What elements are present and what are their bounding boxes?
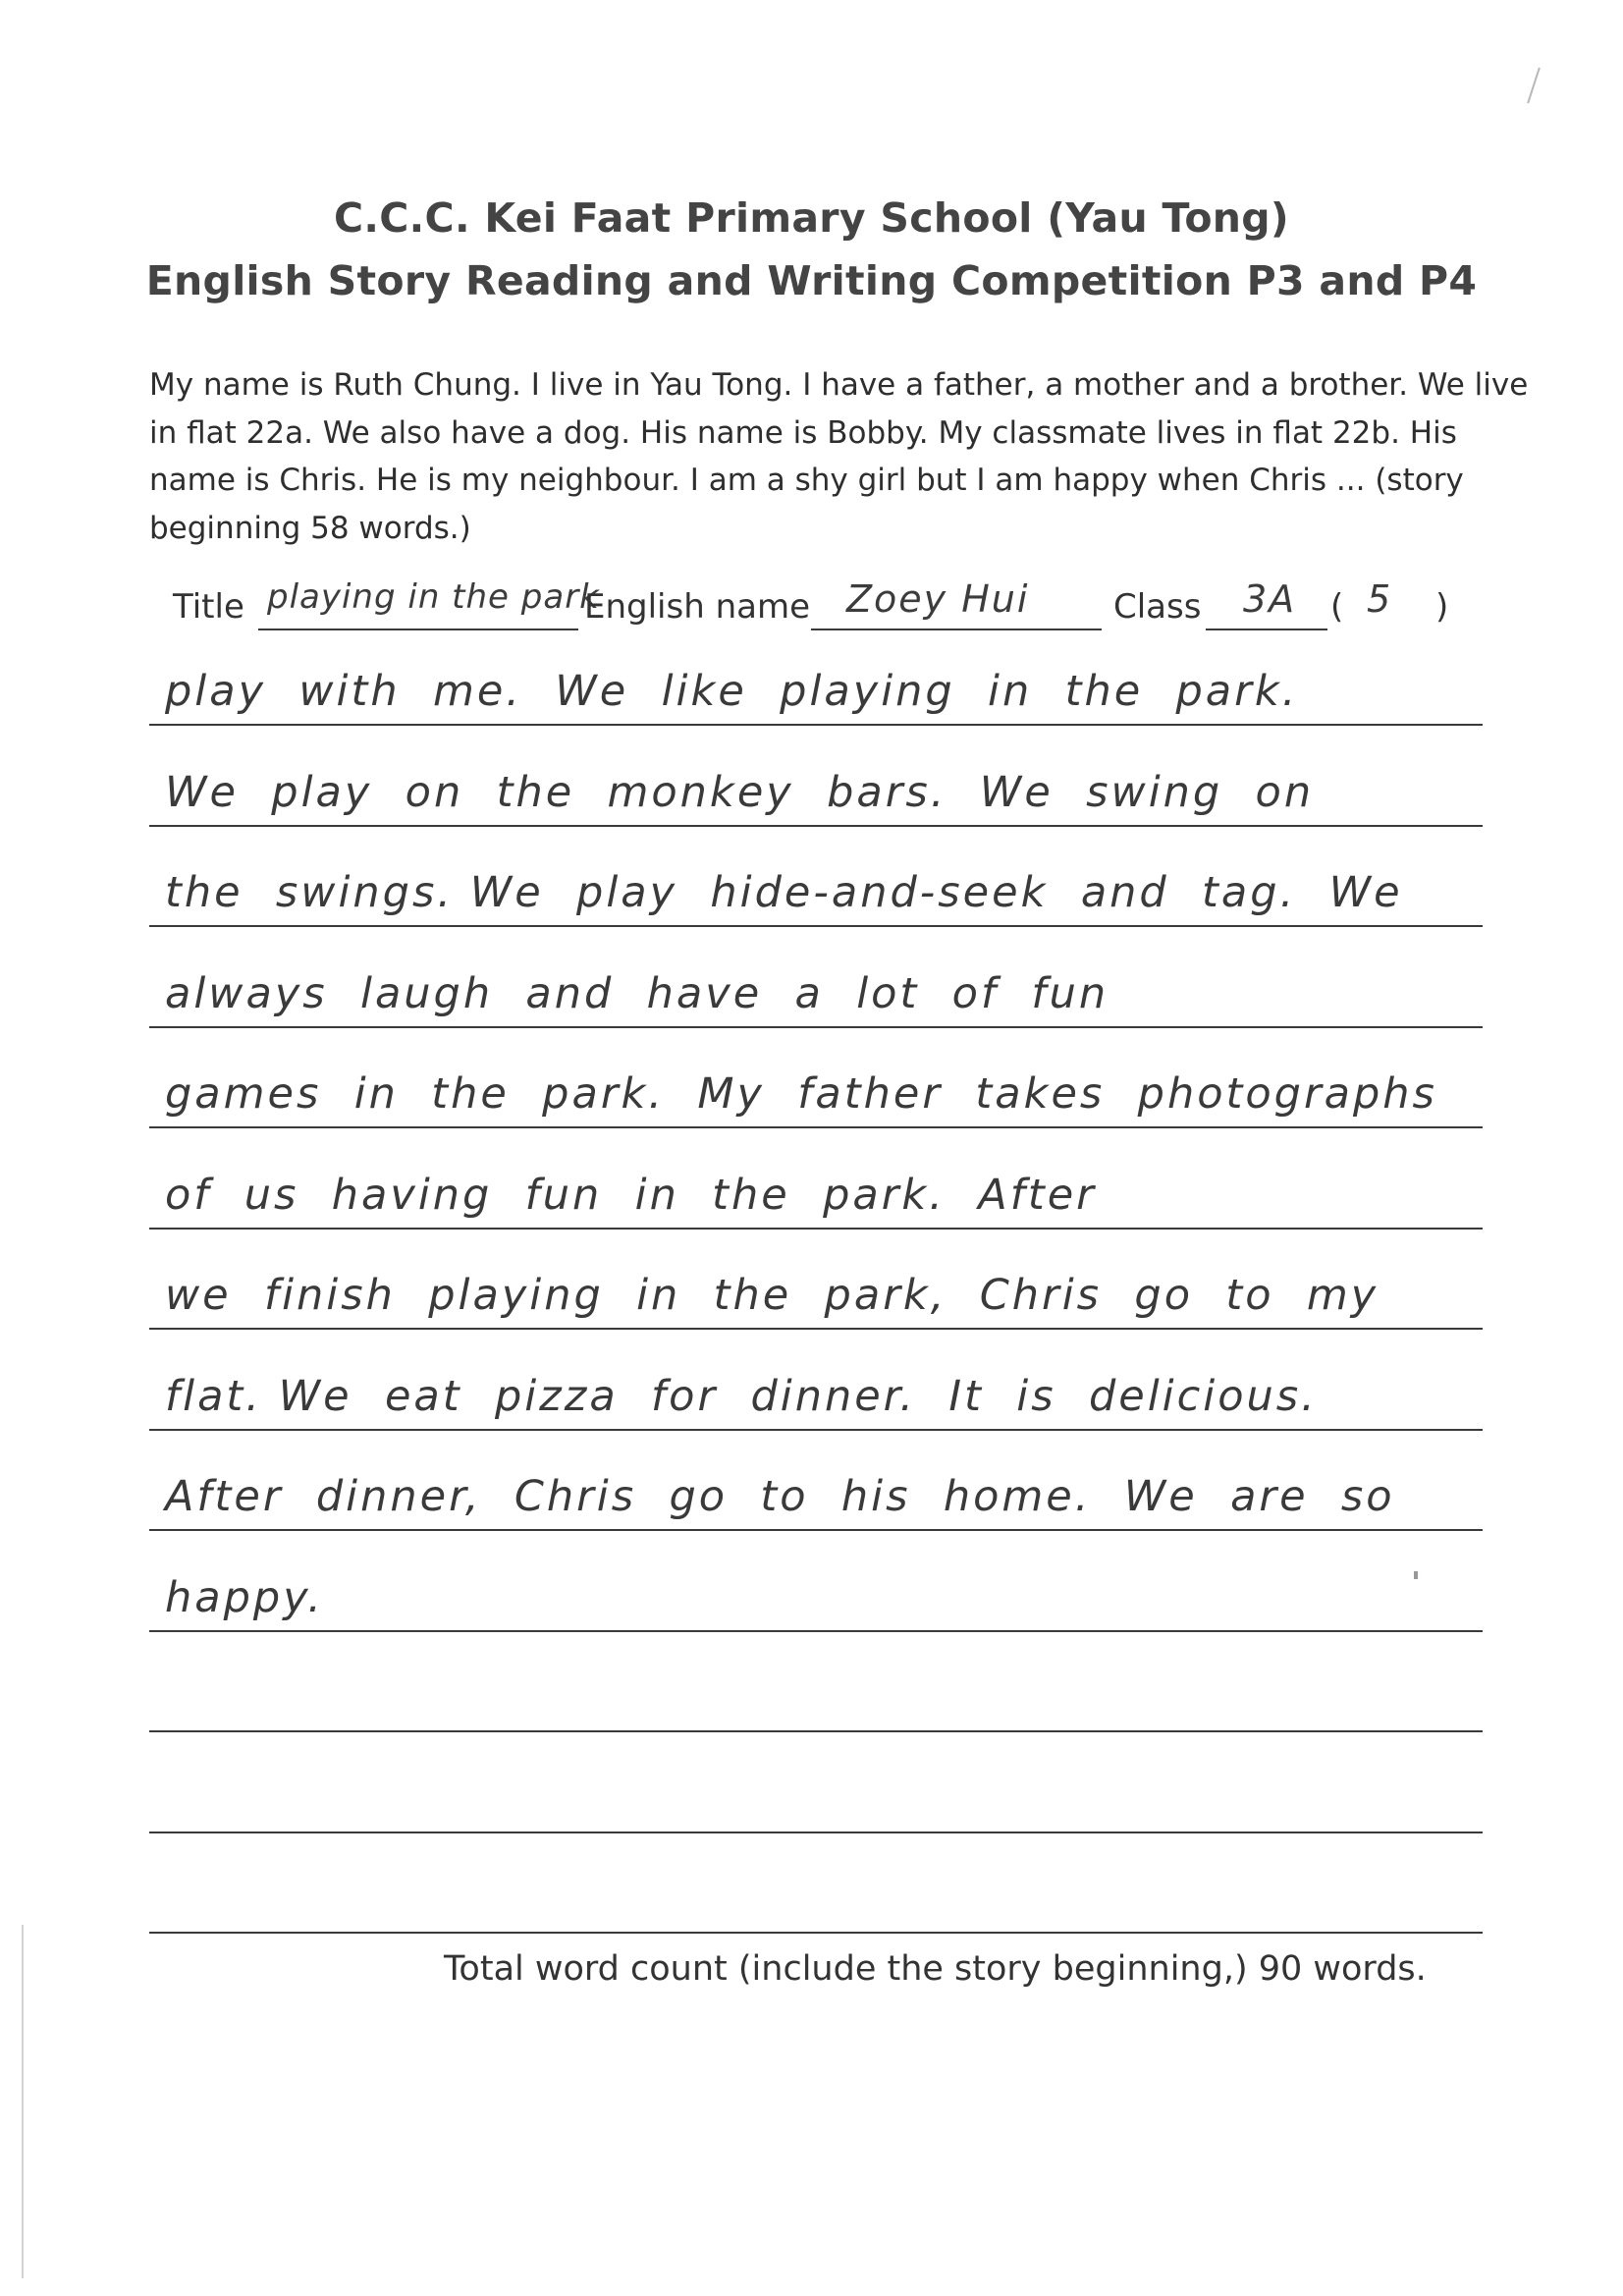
writing-line [149, 1126, 1483, 1128]
class-field-line [1206, 629, 1327, 630]
handwritten-line: always laugh and have a lot of fun [165, 969, 1109, 1018]
writing-line [149, 1026, 1483, 1028]
writing-line [149, 1328, 1483, 1330]
handwritten-line: we finish playing in the park, Chris go to my [165, 1271, 1380, 1320]
handwritten-line: games in the park. My father takes photographs [165, 1069, 1437, 1119]
handwritten-line: happy. [165, 1573, 324, 1622]
handwritten-line: After dinner, Chris go to his home. We are so [165, 1472, 1395, 1521]
title-label: Title [173, 587, 244, 627]
handwritten-line: We play on the monkey bars. We swing on [165, 768, 1315, 817]
scan-speck [1414, 1571, 1418, 1579]
handwritten-line: of us having fun in the park. After [165, 1171, 1097, 1220]
title-value: playing in the park [267, 577, 600, 617]
english-name-field-line [811, 629, 1102, 630]
class-number-value: 5 [1367, 577, 1393, 621]
writing-line [149, 925, 1483, 927]
writing-line [149, 1228, 1483, 1230]
class-value: 3A [1243, 577, 1297, 621]
handwritten-line: the swings. We play hide-and-seek and tag. We [165, 868, 1403, 917]
scan-mark [1527, 68, 1541, 104]
scan-edge [22, 1925, 24, 2278]
writing-line [149, 1730, 1483, 1732]
school-name: C.C.C. Kei Faat Primary School (Yau Tong) [334, 194, 1289, 242]
english-name-value: Zoey Hui [846, 577, 1030, 621]
english-name-label: English name [584, 587, 810, 627]
writing-line [149, 1831, 1483, 1833]
competition-title: English Story Reading and Writing Competition P3 and P4 [145, 257, 1478, 304]
writing-line [149, 1429, 1483, 1431]
writing-line [149, 1932, 1483, 1934]
class-label: Class [1113, 587, 1202, 627]
class-number-open-paren: ( [1330, 587, 1344, 627]
title-field-line [258, 629, 578, 630]
story-beginning: My name is Ruth Chung. I live in Yau Tong. I have a father, a mother and a brother. We live in flat 22a. We also have a dog. His name is Bobby. My classmate lives in flat 22b. His name is Chris. He is my neighbour. I am a shy girl but I am happy when Chris ... (story beginning 58 words.) [149, 367, 1529, 546]
word-count-note: Total word count (include the story beginning,) 90 words. [444, 1949, 1427, 1989]
writing-line [149, 825, 1483, 827]
writing-line [149, 1529, 1483, 1531]
writing-line [149, 1630, 1483, 1632]
class-number-close-paren: ) [1435, 587, 1449, 627]
handwritten-line: play with me. We like playing in the park. [165, 667, 1299, 716]
handwritten-line: flat. We eat pizza for dinner. It is delicious. [165, 1372, 1318, 1421]
writing-line [149, 724, 1483, 726]
